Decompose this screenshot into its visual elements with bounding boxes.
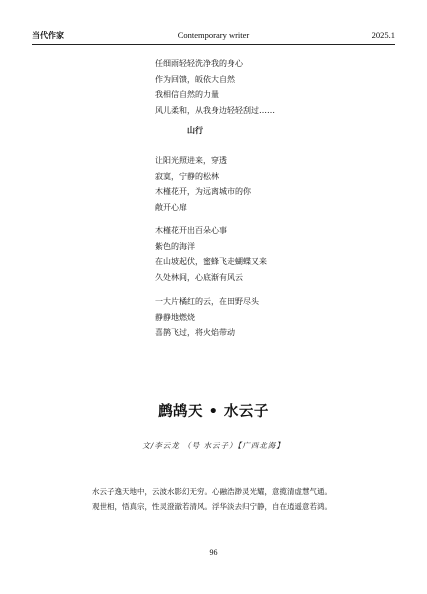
journal-name: 当代作家	[32, 30, 64, 40]
poem-title: 山行	[187, 125, 203, 135]
poem-line: 紫色的海洋	[155, 241, 195, 251]
poem-line: 任细雨轻轻洗净我的身心	[155, 59, 243, 68]
poem-line: 久处林间，心底渐有风云	[155, 273, 243, 283]
page-number: 96	[209, 548, 218, 557]
poem-line: 作为回馈，皈依大自然	[155, 74, 235, 84]
stanza-4	[155, 294, 259, 341]
poem-line: 喜鹊飞过，将火焰带动	[155, 328, 235, 338]
stanza-3	[155, 223, 267, 286]
poem-line: 我相信自然的力量	[155, 90, 219, 100]
body-line: 水云子逸天地中，云波水影幻无穷。心融浩渺灵光耀，意揽清虚慧气通。	[92, 487, 332, 496]
poem-line: 静静地燃烧	[155, 312, 195, 322]
poem-line: 让阳光照进来，穿透	[155, 156, 227, 165]
issue-date: 2025.1	[371, 30, 395, 40]
journal-english-name: Contemporary writer	[177, 30, 250, 40]
poem-line: 一大片橘红的云，在田野尽头	[155, 297, 259, 306]
poem-line: 敞开心扉	[155, 203, 187, 213]
stanza-1	[155, 56, 275, 119]
poem-line: 寂寞，宁静的松林	[155, 171, 219, 181]
stanza-2	[155, 153, 251, 216]
poem-line: 风儿柔和，从我身边轻轻刮过……	[155, 106, 275, 116]
body-line: 观世相，悟真宗，性灵澄澈若清风。浮华淡去归宁静，自在逍遥意若鸿。	[92, 502, 332, 511]
poem-line: 木槿花开，为远离城市的你	[155, 187, 251, 197]
article-body	[92, 484, 342, 514]
article-title: 鹧鸪天 • 水云子	[158, 404, 269, 420]
page-header	[32, 30, 395, 44]
author-byline: 文/李云龙 （号 水云子）【广西北海】	[142, 441, 285, 450]
poem-line: 木槿花开出百朵心事	[155, 226, 227, 235]
header-rule	[32, 44, 395, 45]
poem-line: 在山坡起伏，蜜蜂飞走蝴蝶又来	[155, 257, 267, 267]
